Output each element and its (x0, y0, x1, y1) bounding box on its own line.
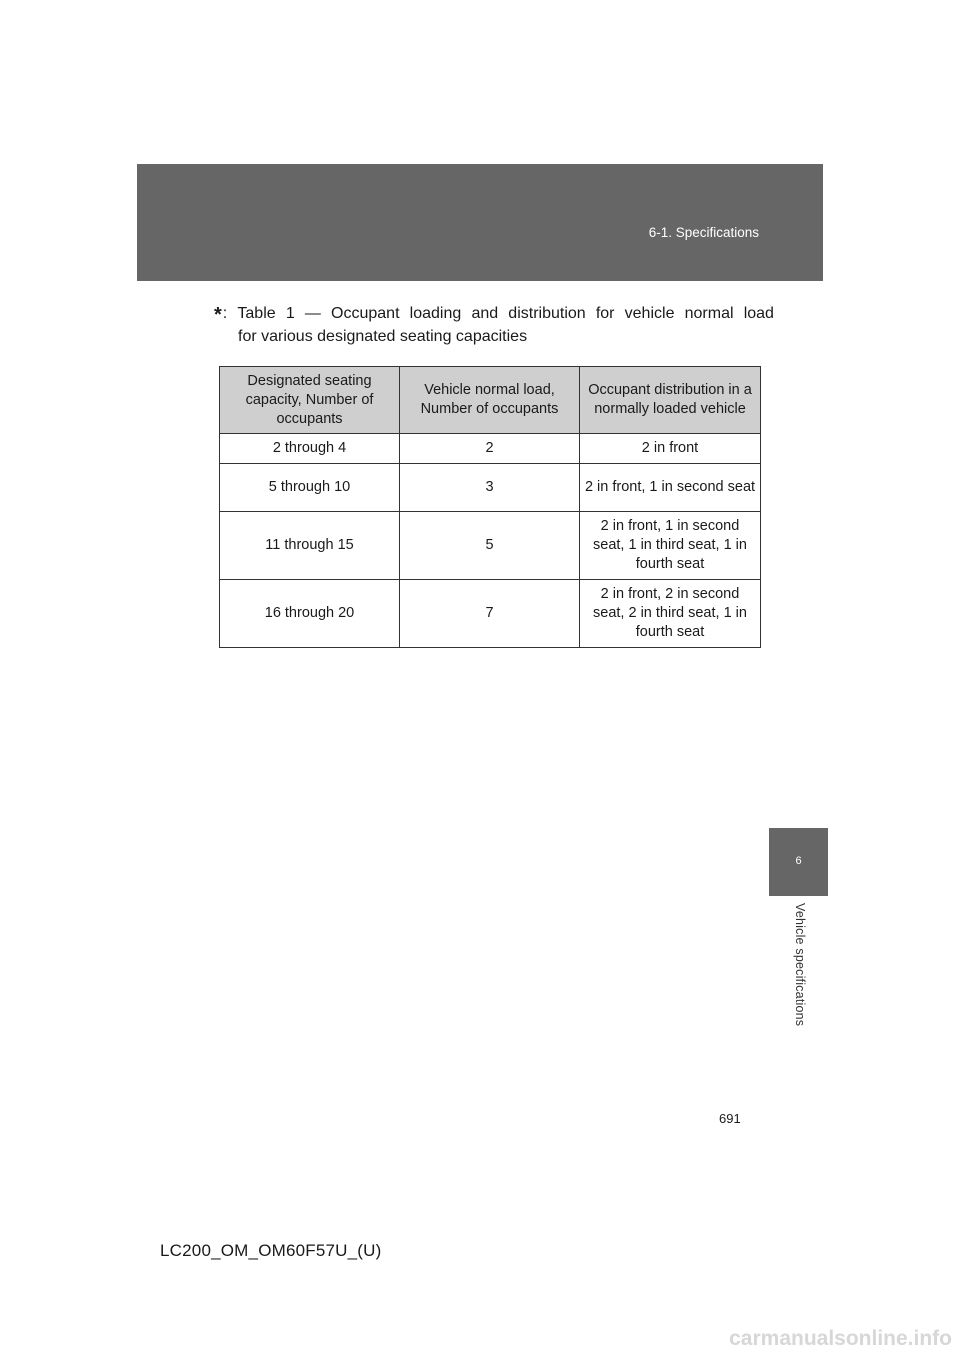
cell-seating-capacity: 11 through 15 (220, 512, 400, 580)
caption-word: distribution (508, 305, 586, 322)
cell-normal-load: 3 (400, 464, 580, 512)
occupant-loading-table (219, 366, 761, 648)
table-row (220, 464, 761, 512)
cell-occupant-distribution: 2 in front (580, 434, 761, 464)
document-code: LC200_OM_OM60F57U_(U) (160, 1241, 382, 1260)
caption-word: loading (409, 305, 462, 322)
header-occupant-distribution: Occupant distribution in a normally loaded vehicle (580, 367, 761, 434)
cell-normal-load: 7 (400, 580, 580, 648)
cell-seating-capacity: 16 through 20 (220, 580, 400, 648)
footnote-asterisk: * (214, 304, 222, 326)
caption-word: 1 (285, 305, 295, 322)
chapter-tab (769, 828, 828, 896)
watermark-text: carmanualsonline.info (729, 1327, 952, 1350)
header-normal-load: Vehicle normal load, Number of occupants (400, 367, 580, 434)
header-band (137, 164, 823, 281)
caption-line-1 (214, 302, 774, 325)
caption-word: for (595, 305, 615, 322)
table-row (220, 512, 761, 580)
caption-line-2: for various designated seating capacities (238, 328, 528, 345)
table-row (220, 580, 761, 648)
cell-seating-capacity: 2 through 4 (220, 434, 400, 464)
caption-word: : (222, 305, 228, 322)
cell-occupant-distribution: 2 in front, 1 in second seat (580, 464, 761, 512)
table-caption (214, 302, 774, 348)
cell-normal-load: 5 (400, 512, 580, 580)
cell-occupant-distribution: 2 in front, 2 in second seat, 2 in third seat, 1 in fourth seat (580, 580, 761, 648)
chapter-number: 6 (795, 855, 802, 867)
caption-word: vehicle (624, 305, 675, 322)
cell-occupant-distribution: 2 in front, 1 in second seat, 1 in third seat, 1 in fourth seat (580, 512, 761, 580)
cell-normal-load: 2 (400, 434, 580, 464)
cell-seating-capacity: 5 through 10 (220, 464, 400, 512)
header-seating-capacity: Designated seating capacity, Number of occupants (220, 367, 400, 434)
chapter-title: Vehicle specifications (793, 903, 807, 1027)
table-header-row (220, 367, 761, 434)
caption-word: and (471, 305, 499, 322)
caption-word: Occupant (331, 305, 400, 322)
caption-word: Table (237, 305, 276, 322)
caption-dash: — (304, 305, 321, 322)
section-label: 6-1. Specifications (648, 225, 759, 240)
caption-word: load (743, 305, 774, 322)
caption-word: normal (684, 305, 734, 322)
table-row (220, 434, 761, 464)
page-number: 691 (719, 1111, 741, 1126)
